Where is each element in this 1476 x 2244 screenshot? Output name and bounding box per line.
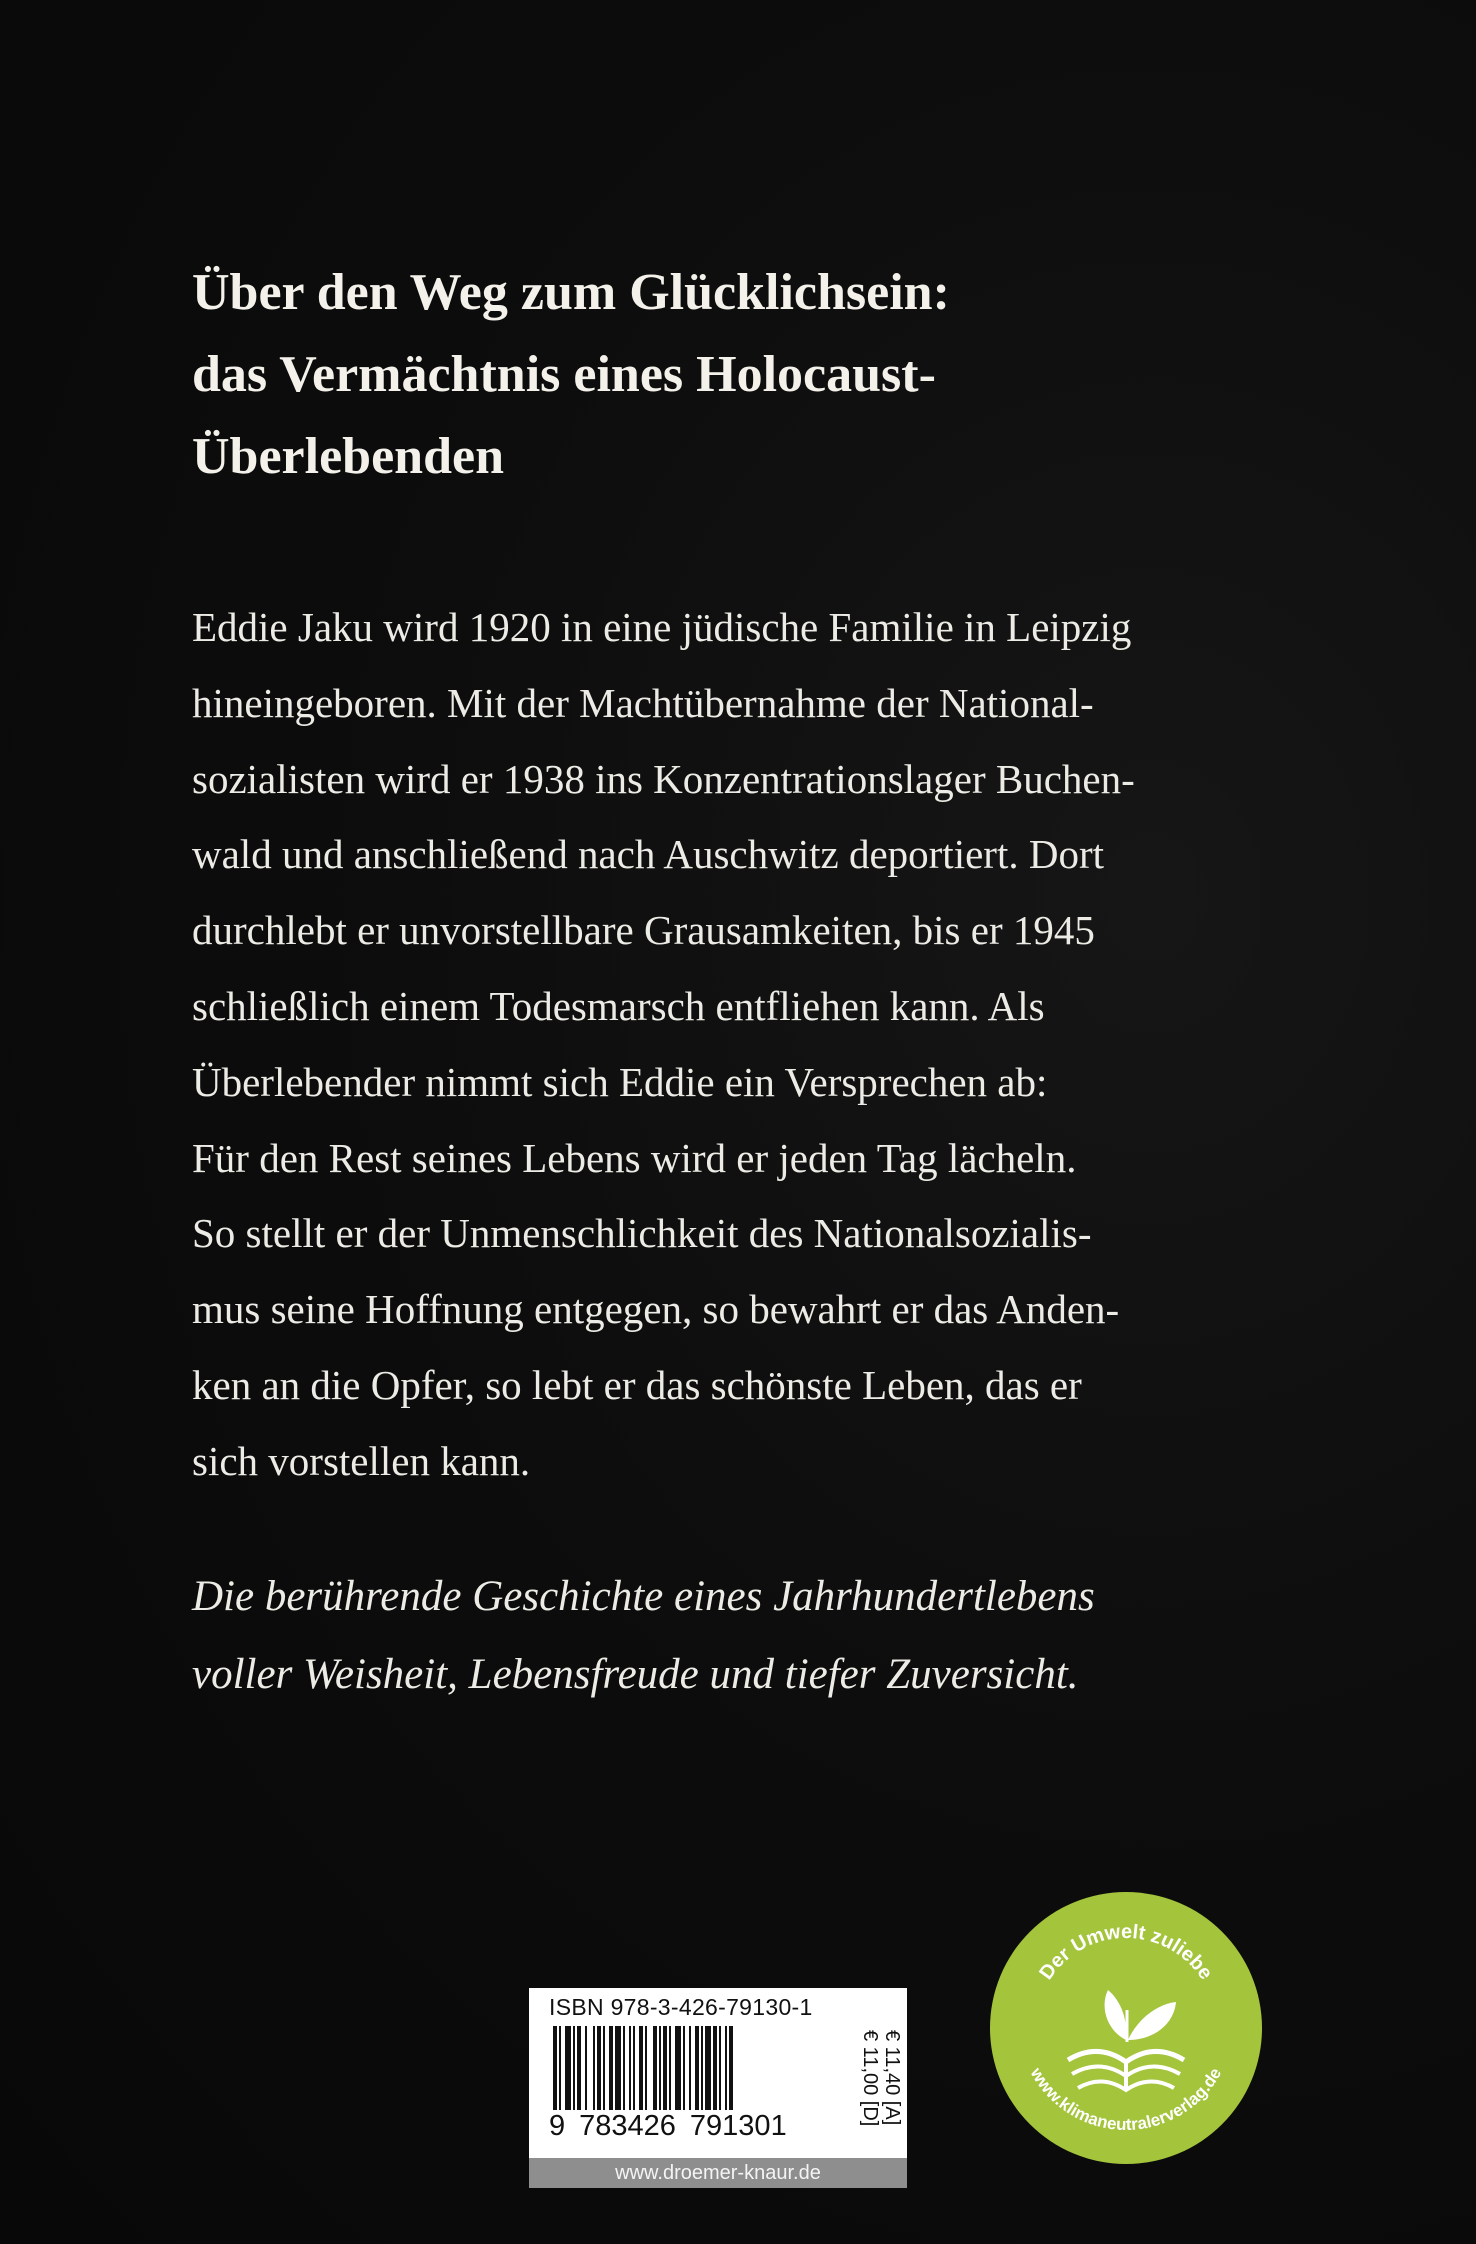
barcode-box <box>529 1988 907 2176</box>
headline <box>192 252 1292 498</box>
blurb-line: wald und anschließend nach Auschwitz deportiert. Dort <box>192 831 1104 878</box>
isbn-digits-right: 791301 <box>689 2110 787 2142</box>
blurb-line: So stellt er der Unmenschlichkeit des Nationalsozialis- <box>192 1210 1092 1257</box>
blurb-line: sich vorstellen kann. <box>192 1437 531 1484</box>
headline-line: das Vermächtnis eines Holocaust- <box>192 346 936 403</box>
blurb-line: schließlich einem Todesmarsch entfliehen kann. Als <box>192 982 1045 1029</box>
isbn-digit-first: 9 <box>549 2110 566 2142</box>
tagline-line: voller Weisheit, Lebensfreude und tiefer Zuversicht. <box>192 1651 1079 1698</box>
badge-bottom-text: www.klimaneutralerverlag.de <box>1026 2064 1226 2135</box>
blurb-line: Für den Rest seines Lebens wird er jeden Tag lächeln. <box>192 1134 1077 1181</box>
blurb-line: ken an die Opfer, so lebt er das schönste Leben, das er <box>192 1361 1082 1408</box>
blurb-line: mus seine Hoffnung entgegen, so bewahrt er das Anden- <box>192 1286 1120 1333</box>
publisher-website: www.droemer-knaur.de <box>529 2158 907 2188</box>
price-austria: € 11,40 [A] <box>881 2030 903 2126</box>
blurb-line: sozialisten wird er 1938 ins Konzentrationslager Buchen- <box>192 755 1135 802</box>
headline-line: Über den Weg zum Glücklichsein: <box>192 264 950 321</box>
blurb-line: Eddie Jaku wird 1920 in eine jüdische Familie in Leipzig <box>192 604 1132 650</box>
blurb-paragraph <box>192 590 1312 1500</box>
isbn-digits-left: 783426 <box>579 2110 676 2142</box>
isbn-label: ISBN 978-3-426-79130-1 <box>549 1994 813 2020</box>
blurb-line: durchlebt er unvorstellbare Grausamkeiten, bis er 1945 <box>192 907 1095 954</box>
badge-top-text: Der Umwelt zuliebe <box>1035 1920 1217 1984</box>
headline-line: Überlebenden <box>192 428 504 485</box>
eco-badge <box>988 1890 1264 2166</box>
isbn-digits <box>549 2110 787 2143</box>
price-germany: € 11,00 [D] <box>859 2030 881 2127</box>
tagline <box>192 1558 1312 1714</box>
blurb-line: Überlebender nimmt sich Eddie ein Versprechen ab: <box>192 1058 1048 1105</box>
tagline-line: Die berührende Geschichte eines Jahrhundertlebens <box>192 1573 1095 1620</box>
price-block <box>857 2028 901 2148</box>
blurb-line: hineingeboren. Mit der Machtübernahme der National- <box>192 679 1094 726</box>
